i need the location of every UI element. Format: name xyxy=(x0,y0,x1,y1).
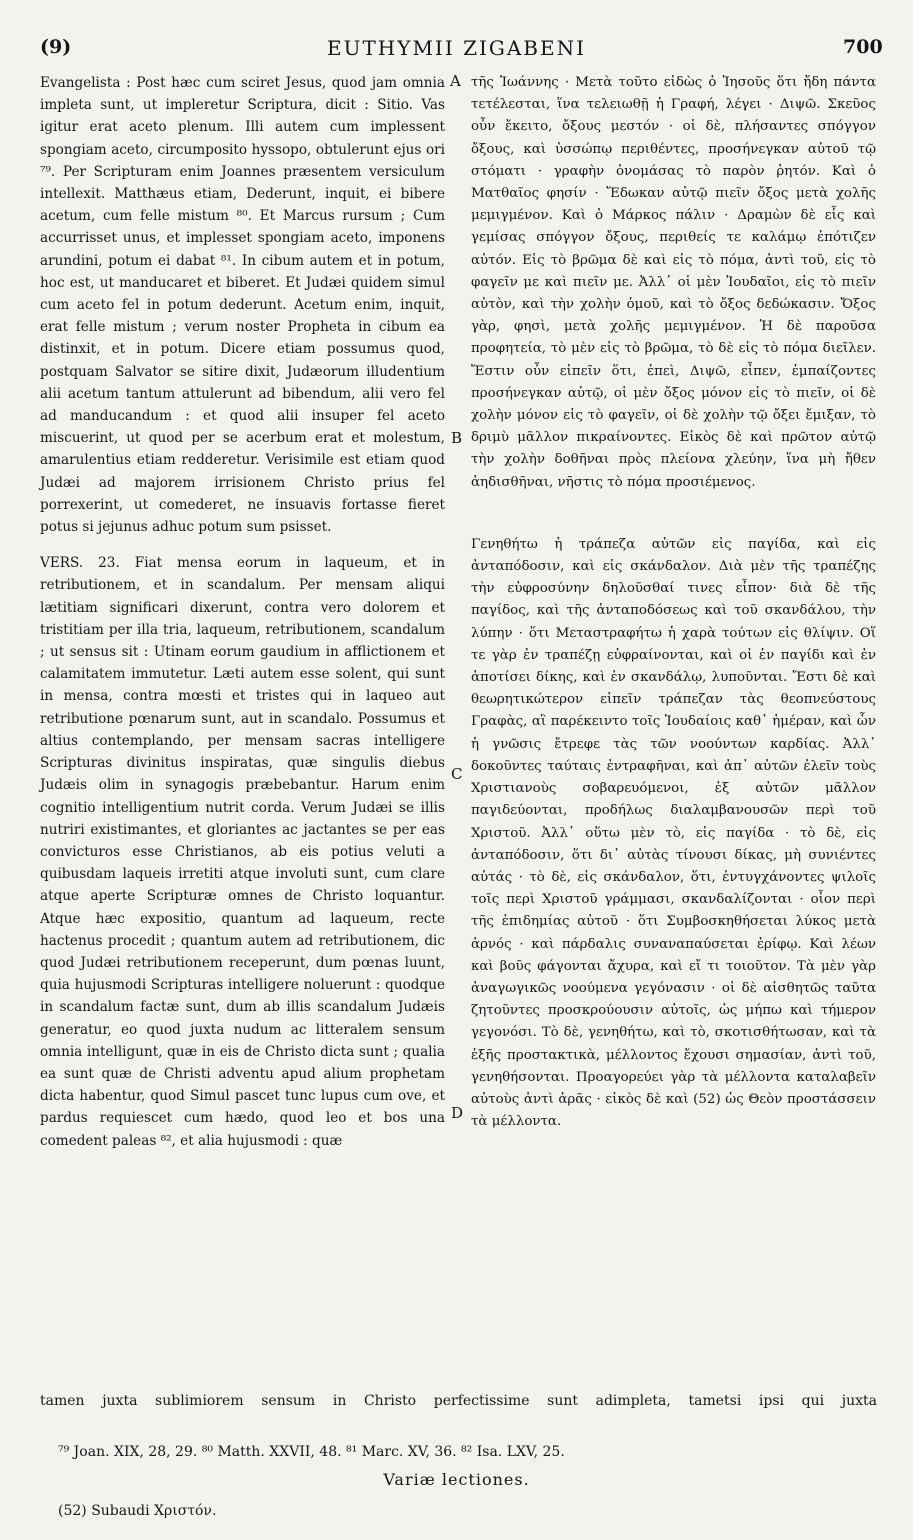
margin-letter-c: C xyxy=(451,765,463,783)
latin-paragraph-1: Evangelista : Post hæc cum sciret Jesus, quod jam omnia impleta sunt, ut impleretur Scriptura, dicit : Sitio. Vas igitur erat aceto plenum. Illi autem cum implessent spongiam aceto, circumposito hyssopo, obtulerunt ejus ori ⁷⁹. Per Scripturam enim Joannes præsentem versiculum intellexit. Matthæus etiam, Dederunt, inquit, ei bibere acetum, cum felle mistum ⁸⁰. Et Marcus rursum ; Cum accurrisset unus, et implesset spongiam aceto, imponens arundini, potum ei dabat ⁸¹. In cibum autem et in potum, hoc est, ut manducaret et biberet. Et Judæi quidem simul cum aceto fel in potum dederunt. Acetum enim, inquit, erat felle mistum ; verum noster Propheta in cibum ea distinxit, et in potum. Dicere etiam possumus quod, postquam Salvator se sitire dixit, Judæorum illudentium alii acetum tantum attulerunt ad bibendum, alii vero fel ad manducandum : et quod alii insuper fel aceto miscuerint, ut quod per se acerbum erat et molestum, amarulentius etiam redderetur. Verisimile est etiam quod Judæi ad majorem irrisionem Christo prius fel porrexerint, ut comederet, ne insuavis fortasse fieret potus si jejunus adhuc potum sum psisset. xyxy=(40,75,445,536)
page-header xyxy=(0,0,913,70)
greek-paragraph-2: Γενηθήτω ἡ τράπεζα αὐτῶν εἰς παγίδα, καὶ εἰς ἀνταπόδοσιν, καὶ εἰς σκάνδαλον. Διὰ μὲν τῆς τραπέζης τὴν εὐφροσύνην δηλοῦσθαί τινες εἶπον· διὰ δὲ τῆς παγίδος, καὶ τῆς ἀνταποδόσεως καὶ τοῦ σκανδάλου, τὴν λύπην · ὅτι Μεταστραφήτω ἡ χαρὰ τούτων εἰς θλίψιν. Οἵ τε γὰρ ἐν τραπέζῃ εὐφραίνονται, καὶ οἱ ἐν παγίδι καὶ ἐν ἀποτίσει δίκης, καὶ ἐν σκανδάλῳ, λυποῦνται. Ἔστι δὲ καὶ θεωρητικώτερον εἰπεῖν τράπεζαν τὰς θεοπνεύστους Γραφὰς, αἳ παρέκειντο τοῖς Ἰουδαίοις καθ᾽ ἡμέραν, καὶ ὧν ἡ γνῶσις ἔτρεφε τὰς τῶν νοούντων καρδίας. Ἀλλ᾽ δοκοῦντες ταύταις ἐντραφῆναι, καὶ ἀπ᾽ αὐτῶν ἐλεῖν τοὺς Χριστιανοὺς σοβαρευόμενοι, ἐξ αὐτῶν μᾶλλον παγιδεύονται, προδήλως διαλαμβανουσῶν περὶ τοῦ Χριστοῦ. Ἀλλ᾽ οὕτω μὲν τὸ, εἰς παγίδα · τὸ δὲ, εἰς ἀνταπόδοσιν, ὅτι δι᾽ αὐτὰς τίνουσι δίκας, μὴ συνιέντες αὐτάς · τὸ δὲ, εἰς σκάνδαλον, ὅτι, ἐντυγχάνοντες ψιλοῖς τοῖς περὶ Χριστοῦ γράμμασι, σκανδαλίζονται · οἷον περὶ τῆς ἐπιδημίας αὐτοῦ · ὅτι Συμβοσκηθήσεται λύκος μετὰ ἀρνός · καὶ πάρδαλις συναναπαύσεται ἐρίφῳ. Καὶ λέων καὶ βοῦς φάγονται ἄχυρα, καὶ εἴ τι τοιοῦτον. Τὰ μὲν γὰρ ἀναγωγικῶς νοούμενα γεγόνασιν · οἱ δὲ αἰσθητῶς ταῦτα ζητοῦντες προσκρούουσιν αὐτοῖς, ὡς μήπω καὶ τήμερον γεγονόσι. Τὸ δὲ, γενηθήτω, καὶ τὸ, σκοτισθήτωσαν, καὶ τὰ ἑξῆς προστακτικὰ, μέλλοντος ἔχουσι σημασίαν, ἀντὶ τοῦ, γενηθήσονται. Προαγορεύει γὰρ τὰ μέλλοντα καταλαβεῖν αὐτοὺς ἀντὶ ἀρᾶς · εἰκὸς δὲ καὶ (52) ὡς Θεὸν προστάσσειν τὰ μέλλοντα. xyxy=(471,536,876,1130)
footnotes: ⁷⁹ Joan. XIX, 28, 29. ⁸⁰ Matth. XXVII, 48. ⁸¹ Marc. XV, 36. ⁸² Isa. LXV, 25. xyxy=(58,1444,565,1460)
latin-column xyxy=(40,72,445,1152)
margin-letter-d: D xyxy=(451,1104,464,1122)
page-number-left: (9) xyxy=(40,36,72,58)
variae-lectiones-note: (52) Subaudi Χριστόν. xyxy=(58,1503,217,1519)
page-number-right: 700 xyxy=(843,36,883,58)
greek-paragraph-1: τῆς Ἰωάννης · Μετὰ τοῦτο εἰδὼς ὁ Ἰησοῦς ὅτι ἤδη πάντα τετέλεσται, ἵνα τελειωθῇ ἡ Γραφή, λέγει · Διψῶ. Σκεῦος οὖν ἔκειτο, ὄξους μεστόν · οἱ δὲ, πλήσαντες σπόγγον ὄξους, καὶ ὑσσώπῳ περιθέντες, προσήνεγκαν αὐτοῦ τῷ στόματι · γραφὴν ὀνομάσας τὸ παρὸν ῥητόν. Καὶ ὁ Ματθαῖος φησίν · Ἔδωκαν αὐτῷ πιεῖν ὄξος μετὰ χολῆς μεμιγμένον. Καὶ ὁ Μάρκος πάλιν · Δραμὼν δὲ εἷς καὶ γεμίσας σπόγγον ὄξους, περιθείς τε καλάμῳ ἐπότιζεν αὐτόν. Εἰς τὸ βρῶμα δὲ καὶ εἰς τὸ πόμα, ἀντὶ τοῦ, εἰς τὸ φαγεῖν με καὶ πιεῖν με. Ἀλλ᾽ οἱ μὲν Ἰουδαῖοι, εἰς τὸ πιεῖν αὐτὸν, καὶ τὴν χολὴν ὁμοῦ, καὶ τὸ ὄξος δεδώκασιν. Ὄξος γὰρ, φησὶ, μετὰ χολῆς μεμιγμένον. Ἡ δὲ παροῦσα προφητεία, τὸ μὲν εἰς τὸ βρῶμα, τὸ δὲ εἰς τὸ πόμα διεῖλεν. Ἔστιν οὖν εἰπεῖν ὅτι, ἐπεὶ, Διψῶ, εἶπεν, ἐμπαίζοντες προσήνεγκαν αὐτῷ, οἱ μὲν ὄξος μόνον εἰς τὸ πιεῖν, οἱ δὲ χολὴν μόνον εἰς τὸ φαγεῖν, οἱ δὲ χολὴν τῷ ὄξει ἔμιξαν, τὸ δριμὺ μᾶλλον πικραίνοντες. Εἰκὸς δὲ καὶ πρῶτον αὐτῷ τὴν χολὴν δοθῆναι πρὸς πλείονα χλεύην, ἵνα μὴ ἤθεν ἀηδισθῆναι, νῆστις τὸ πόμα προσιέμενος. xyxy=(471,75,876,490)
margin-letter-b: B xyxy=(451,429,463,447)
margin-letter-a: A xyxy=(450,72,461,90)
latin-paragraph-2: VERS. 23. Fiat mensa eorum in laqueum, et in retributionem, et in scandalum. Per mensam aliqui lætitiam significari dixerunt, contra vero dolorem et tristitiam per illa tria, laqueum, retributionem, scandalum ; ut sensus sit : Utinam eorum gaudium in afflictionem et calamitatem immutetur. Læti autem esse solent, qui sunt in mensa, contra mœsti et tristes qui in laqueo aut retributione pœnarum sunt, aut in scandalo. Possumus et altius contemplando, per mensam sacras intelligere Scripturas divinitus inspiratas, quæ singulis diebus Judæis olim in synagogis præbebantur. Harum enim cognitio intelligentium nutrit corda. Verum Judæi se illis nutriri existimantes, et gloriantes ac jactantes se per eas convicturos esse Christianos, ab eis potius veluti a quibusdam laqueis irretiti atque involuti sunt, cum clare atque aperte Scripturæ omnes de Christo loquantur. Atque hæc expositio, quantum ad laqueum, recte hactenus procedit ; quantum autem ad retributionem, dic quod Judæi retributionem receperunt, dum pœnas luunt, quia hujusmodi Scripturas intelligere noluerunt : quodque in scandalum factæ sunt, dum ab illis scandalum Judæis generatur, eo quod juxta nudum ac litteralem sensum omnia intelligunt, quæ in eis de Christo dicta sunt ; qualia ea sunt quæ de Christi adventu apud alium prophetam dicta habentur, quod Simul pascet tunc lupus cum ove, et pardus requiescet cum hædo, quod leo et bos una comedent paleas ⁸², et alia hujusmodi : quæ xyxy=(40,555,445,1149)
running-title: EUTHYMII ZIGABENI xyxy=(327,36,586,60)
greek-column xyxy=(471,72,876,1133)
full-width-line: tamen juxta sublimiorem sensum in Christo perfectissime sunt adimpleta, tametsi ipsi qui juxta xyxy=(40,1393,877,1409)
variae-lectiones-title: Variæ lectiones. xyxy=(383,1470,530,1489)
